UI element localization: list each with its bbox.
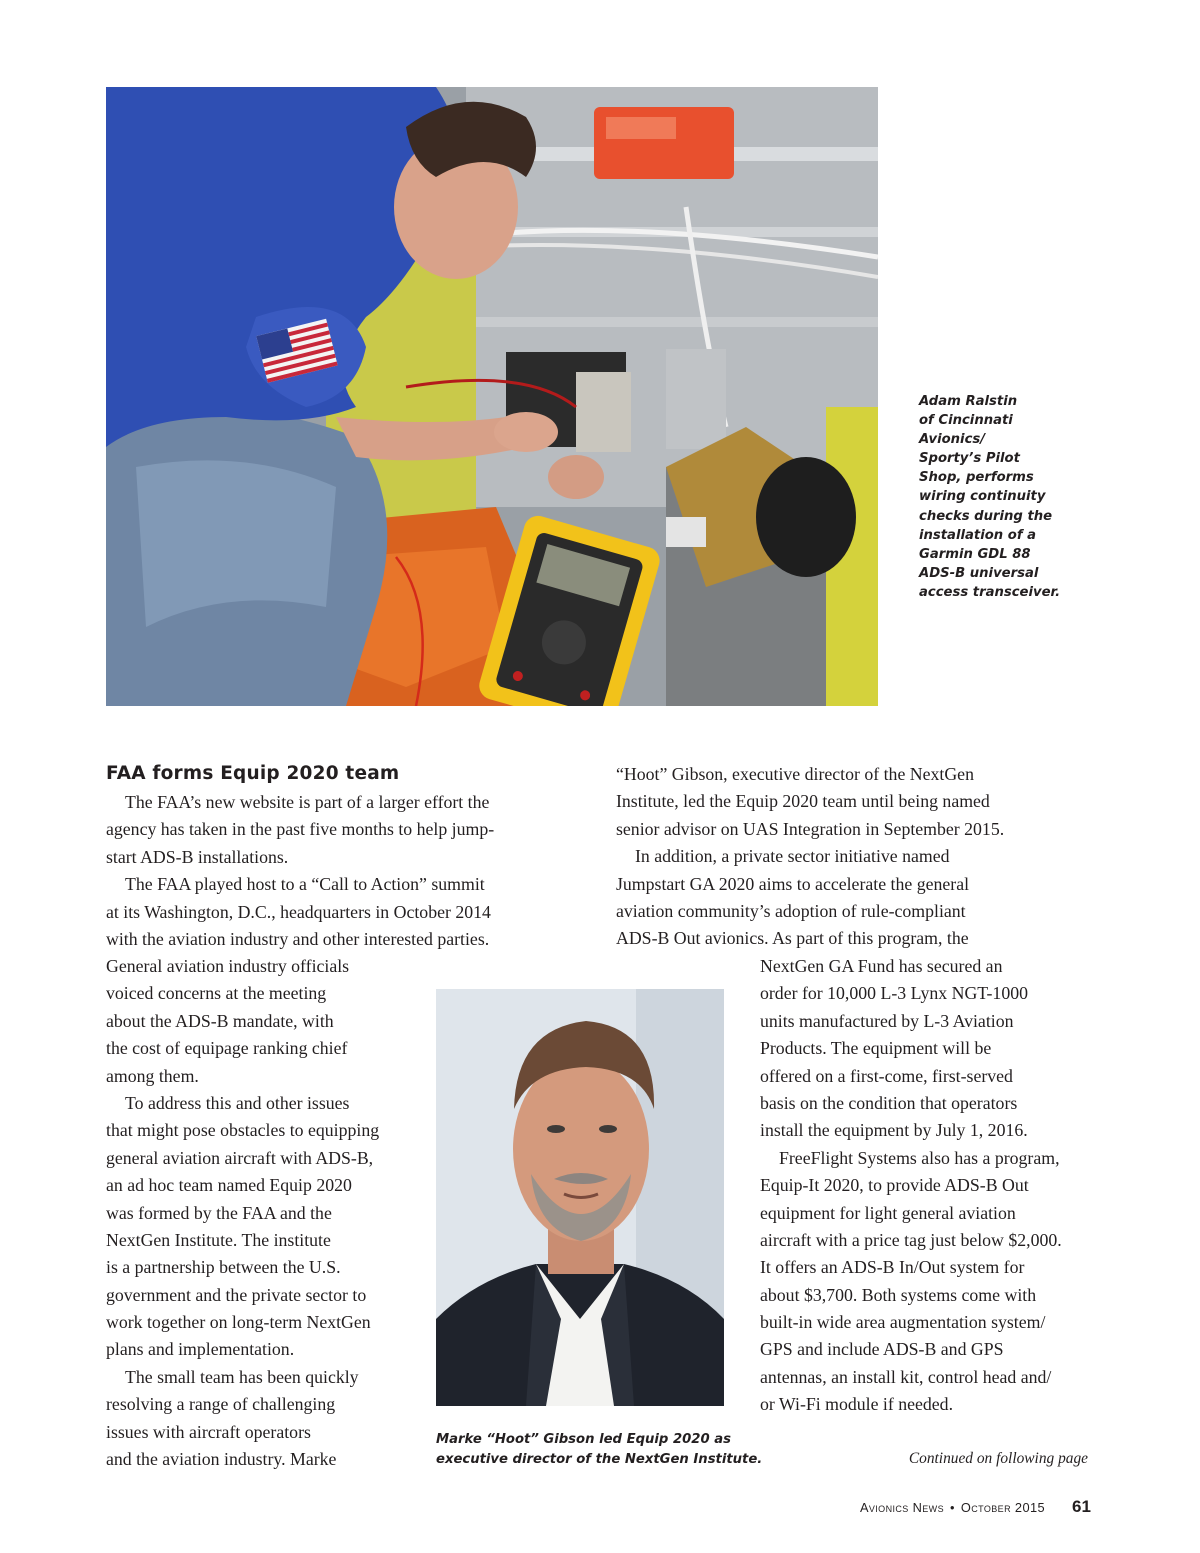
caption-line: wiring continuity xyxy=(919,489,1046,505)
body-line: order for 10,000 L-3 Lynx NGT-1000 xyxy=(760,983,1028,1004)
body-line: senior advisor on UAS Integration in September 2015. xyxy=(616,818,1005,839)
body-line: GPS and include ADS-B and GPS xyxy=(760,1339,1004,1360)
body-line: about $3,700. Both systems come with xyxy=(760,1284,1037,1305)
article-column-right-top xyxy=(616,761,1004,953)
caption-line: installation of a xyxy=(919,527,1037,543)
body-line: or Wi-Fi module if needed. xyxy=(760,1394,954,1415)
body-line: install the equipment by July 1, 2016. xyxy=(760,1120,1028,1141)
body-line: Institute, led the Equip 2020 team until being named xyxy=(616,791,990,812)
body-line: General aviation industry officials xyxy=(106,956,350,976)
body-line: antennas, an install kit, control head and/ xyxy=(760,1366,1052,1387)
caption-line: access transceiver. xyxy=(919,584,1061,600)
body-line: among them. xyxy=(106,1065,199,1086)
body-line: work together on long-term NextGen xyxy=(106,1312,371,1333)
body-line: issues with aircraft operators xyxy=(106,1421,311,1442)
caption-line: Adam Ralstin xyxy=(919,394,1018,409)
body-line: NextGen GA Fund has secured an xyxy=(760,956,1003,976)
body-line: Products. The equipment will be xyxy=(760,1038,992,1059)
body-line: To address this and other issues xyxy=(125,1092,350,1113)
body-line: Jumpstart GA 2020 aims to accelerate the general xyxy=(616,873,970,894)
body-line: voiced concerns at the meeting xyxy=(106,983,327,1004)
caption-line: of Cincinnati xyxy=(919,413,1013,429)
article-heading: FAA forms Equip 2020 team xyxy=(106,763,400,784)
body-line: general aviation aircraft with ADS-B, xyxy=(106,1147,374,1168)
body-line: aircraft with a price tag just below $2,000. xyxy=(760,1229,1062,1250)
article-column-right-bottom xyxy=(760,953,1062,1419)
photo-caption xyxy=(919,392,1069,602)
publication-name: Avionics News xyxy=(859,1500,944,1515)
body-line: built-in wide area augmentation system/ xyxy=(760,1312,1046,1333)
article-column-left-bottom xyxy=(106,953,379,1473)
caption-line: executive director of the NextGen Institute. xyxy=(436,1451,763,1467)
caption-line: Avionics/ xyxy=(919,432,986,448)
body-line: plans and implementation. xyxy=(106,1339,295,1360)
body-line: The FAA’s new website is part of a larger effort the xyxy=(125,792,490,812)
portrait-photo xyxy=(436,989,724,1406)
article-column-left-top xyxy=(106,789,494,953)
portrait-illustration xyxy=(436,989,724,1406)
body-line: basis on the condition that operators xyxy=(760,1092,1018,1113)
caption-line: ADS-B universal xyxy=(919,565,1039,581)
body-line: agency has taken in the past five months to help jump- xyxy=(106,819,495,840)
caption-line: Shop, performs xyxy=(919,470,1034,486)
portrait-caption xyxy=(436,1430,763,1469)
body-line: is a partnership between the U.S. xyxy=(106,1257,341,1278)
body-line: NextGen Institute. The institute xyxy=(106,1229,331,1250)
body-line: Equip-It 2020, to provide ADS-B Out xyxy=(760,1175,1029,1196)
body-line: It offers an ADS-B In/Out system for xyxy=(760,1257,1025,1278)
caption-line: Garmin GDL 88 xyxy=(919,546,1031,562)
body-line: offered on a first-come, first-served xyxy=(760,1065,1013,1086)
body-line: was formed by the FAA and the xyxy=(106,1202,332,1223)
page-footer xyxy=(860,1500,1045,1515)
body-line: that might pose obstacles to equipping xyxy=(106,1120,380,1141)
body-line: In addition, a private sector initiative named xyxy=(635,846,950,867)
issue-date: October 2015 xyxy=(960,1500,1045,1515)
body-line: FreeFlight Systems also has a program, xyxy=(779,1147,1060,1168)
body-line: government and the private sector to xyxy=(106,1284,367,1305)
technician-photo-illustration xyxy=(106,87,878,706)
body-line: the cost of equipage ranking chief xyxy=(106,1038,348,1059)
technician-photo xyxy=(106,87,878,706)
body-line: equipment for light general aviation xyxy=(760,1202,1016,1223)
bullet-separator: • xyxy=(949,1500,955,1515)
caption-line: Sporty’s Pilot xyxy=(919,451,1020,467)
body-line: The FAA played host to a “Call to Action” summit xyxy=(125,874,485,895)
body-line: start ADS-B installations. xyxy=(106,846,289,867)
body-line: ADS-B Out avionics. As part of this program, the xyxy=(616,928,969,949)
body-line: and the aviation industry. Marke xyxy=(106,1449,337,1470)
body-line: The small team has been quickly xyxy=(125,1366,359,1387)
body-line: aviation community’s adoption of rule-compliant xyxy=(616,900,966,921)
body-line: about the ADS-B mandate, with xyxy=(106,1010,334,1031)
body-line: with the aviation industry and other interested parties. xyxy=(106,928,490,949)
body-line: at its Washington, D.C., headquarters in October 2014 xyxy=(106,901,491,922)
body-line: units manufactured by L-3 Aviation xyxy=(760,1010,1014,1031)
continued-note: Continued on following page xyxy=(908,1450,1088,1467)
body-line: resolving a range of challenging xyxy=(106,1394,336,1415)
body-line: an ad hoc team named Equip 2020 xyxy=(106,1175,352,1196)
caption-line: Marke “Hoot” Gibson led Equip 2020 as xyxy=(436,1432,731,1447)
body-line: “Hoot” Gibson, executive director of the NextGen xyxy=(616,764,974,784)
caption-line: checks during the xyxy=(919,508,1053,524)
page-number: 61 xyxy=(1072,1497,1091,1516)
